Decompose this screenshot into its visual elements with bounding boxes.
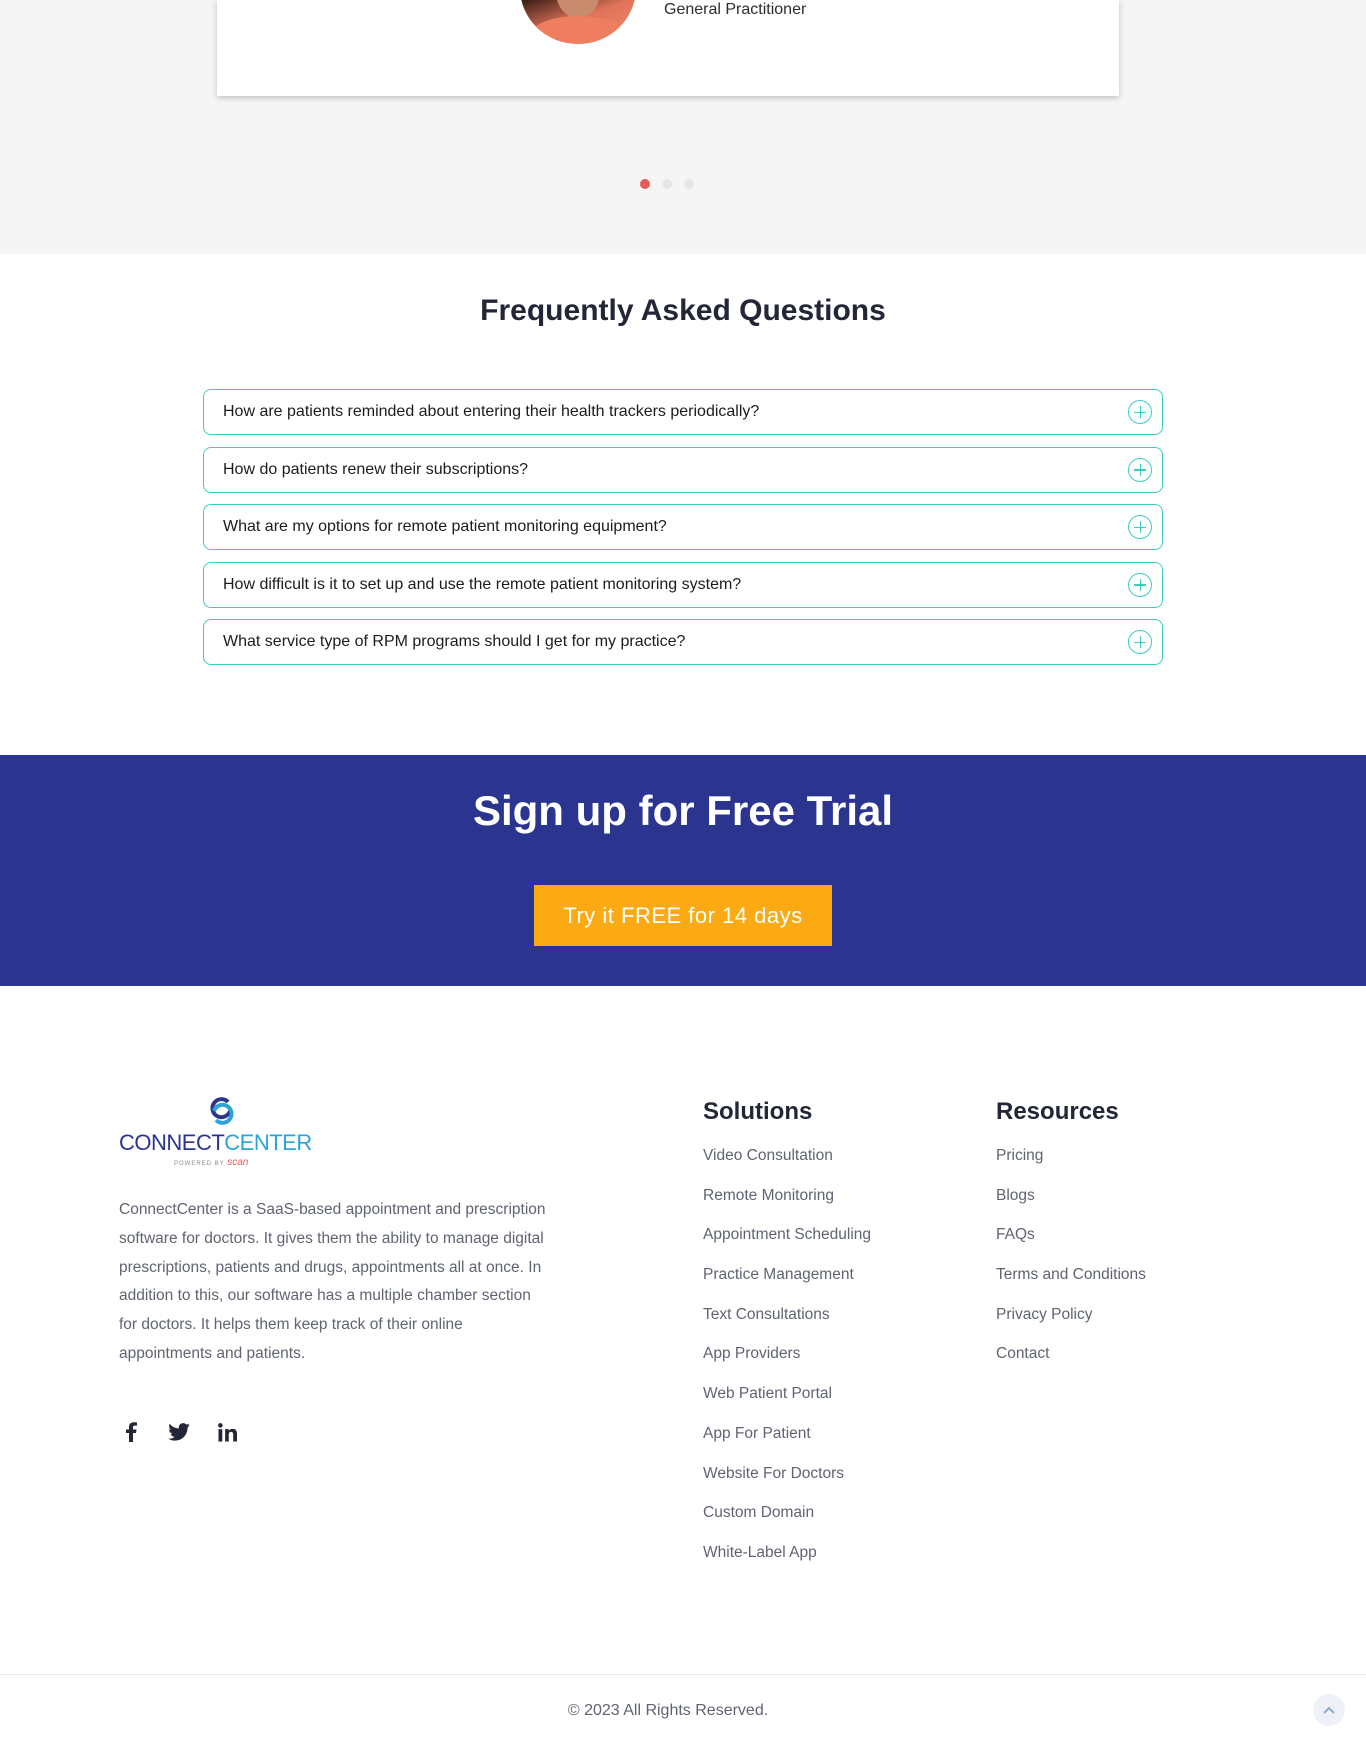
faq-question: How do patients renew their subscriptions? <box>223 460 529 478</box>
faq-question: What are my options for remote patient monitoring equipment? <box>223 518 667 535</box>
connectcenter-logo[interactable] <box>119 1096 329 1168</box>
linkedin-icon[interactable] <box>215 1420 239 1444</box>
testimonial-section <box>0 0 1366 254</box>
footer-link[interactable]: App For Patient <box>703 1424 811 1442</box>
footer-link[interactable]: Text Consultations <box>703 1305 830 1323</box>
footer-bottom-bar <box>0 1674 1366 1748</box>
footer-link[interactable]: Pricing <box>996 1147 1044 1164</box>
logo-mark-icon <box>209 1096 235 1126</box>
carousel-dot[interactable] <box>684 179 694 189</box>
footer-link[interactable]: FAQs <box>996 1226 1035 1244</box>
facebook-icon[interactable] <box>119 1420 143 1444</box>
logo-brand: scan <box>227 1157 249 1168</box>
faq-item[interactable] <box>203 389 1163 435</box>
testimonial-card <box>217 0 1119 96</box>
plus-circle-icon[interactable] <box>1128 458 1152 482</box>
footer-link[interactable]: Website For Doctors <box>703 1464 844 1482</box>
footer-resources-column <box>996 1096 1146 1384</box>
faq-question: How difficult is it to set up and use the remote patient monitoring system? <box>223 575 742 593</box>
footer-link[interactable]: Remote Monitoring <box>703 1186 834 1204</box>
footer-solutions-column <box>703 1096 871 1583</box>
carousel-dot[interactable] <box>662 179 672 189</box>
footer-link[interactable]: White-Label App <box>703 1543 817 1561</box>
testimonial-role: General Practitioner <box>664 1 807 18</box>
copyright-text: © 2023 All Rights Reserved. <box>567 1702 769 1719</box>
twitter-icon[interactable] <box>167 1420 191 1444</box>
faq-item[interactable] <box>203 562 1163 608</box>
faq-item[interactable] <box>203 619 1163 665</box>
chevron-up-icon <box>1323 1706 1335 1714</box>
footer-link[interactable]: Contact <box>996 1345 1050 1363</box>
solutions-heading: Solutions <box>703 1098 813 1125</box>
logo-text-connect: CONNECT <box>119 1130 225 1155</box>
footer-link[interactable]: Video Consultation <box>703 1147 833 1164</box>
plus-circle-icon[interactable] <box>1128 400 1152 424</box>
free-trial-banner <box>0 755 1366 986</box>
faq-title: Frequently Asked Questions <box>480 294 886 327</box>
carousel-dot[interactable] <box>640 179 650 189</box>
social-links <box>119 1420 239 1444</box>
resources-heading: Resources <box>996 1098 1119 1125</box>
cta-title: Sign up for Free Trial <box>472 787 894 834</box>
footer-link[interactable]: Web Patient Portal <box>703 1385 832 1403</box>
free-trial-button[interactable]: Try it FREE for 14 days <box>534 885 832 946</box>
faq-question: What service type of RPM programs should I get for my practice? <box>223 633 686 650</box>
footer-link[interactable]: Privacy Policy <box>996 1305 1093 1323</box>
footer-link[interactable]: Custom Domain <box>703 1504 815 1522</box>
logo-powered-by: POWERED BY <box>174 1161 225 1167</box>
footer-link[interactable]: Terms and Conditions <box>996 1266 1146 1284</box>
faq-question: How are patients reminded about entering their health trackers periodically? <box>223 403 760 420</box>
logo-text-center: CENTER <box>224 1130 312 1155</box>
footer-link[interactable]: App Providers <box>703 1345 801 1363</box>
faq-item[interactable] <box>203 504 1163 550</box>
carousel-dots <box>640 179 694 189</box>
footer-link[interactable]: Practice Management <box>703 1266 854 1284</box>
faq-item[interactable] <box>203 447 1163 493</box>
faq-list <box>203 389 1163 677</box>
footer-link[interactable]: Appointment Scheduling <box>703 1226 872 1244</box>
plus-circle-icon[interactable] <box>1128 630 1152 654</box>
footer-link[interactable]: Blogs <box>996 1186 1035 1204</box>
plus-circle-icon[interactable] <box>1128 573 1152 597</box>
avatar <box>520 0 636 44</box>
footer-about-text: ConnectCenter is a SaaS-based appointment and prescription software for doctors. It gives them the ability to manage digital prescriptions, patients and drugs, appointments all at once. In addition to this, our software has a multiple chamber section for doctors. It helps them keep track of their online appointments and patients. <box>119 1201 546 1362</box>
scroll-to-top-button[interactable] <box>1313 1694 1345 1726</box>
plus-circle-icon[interactable] <box>1128 515 1152 539</box>
